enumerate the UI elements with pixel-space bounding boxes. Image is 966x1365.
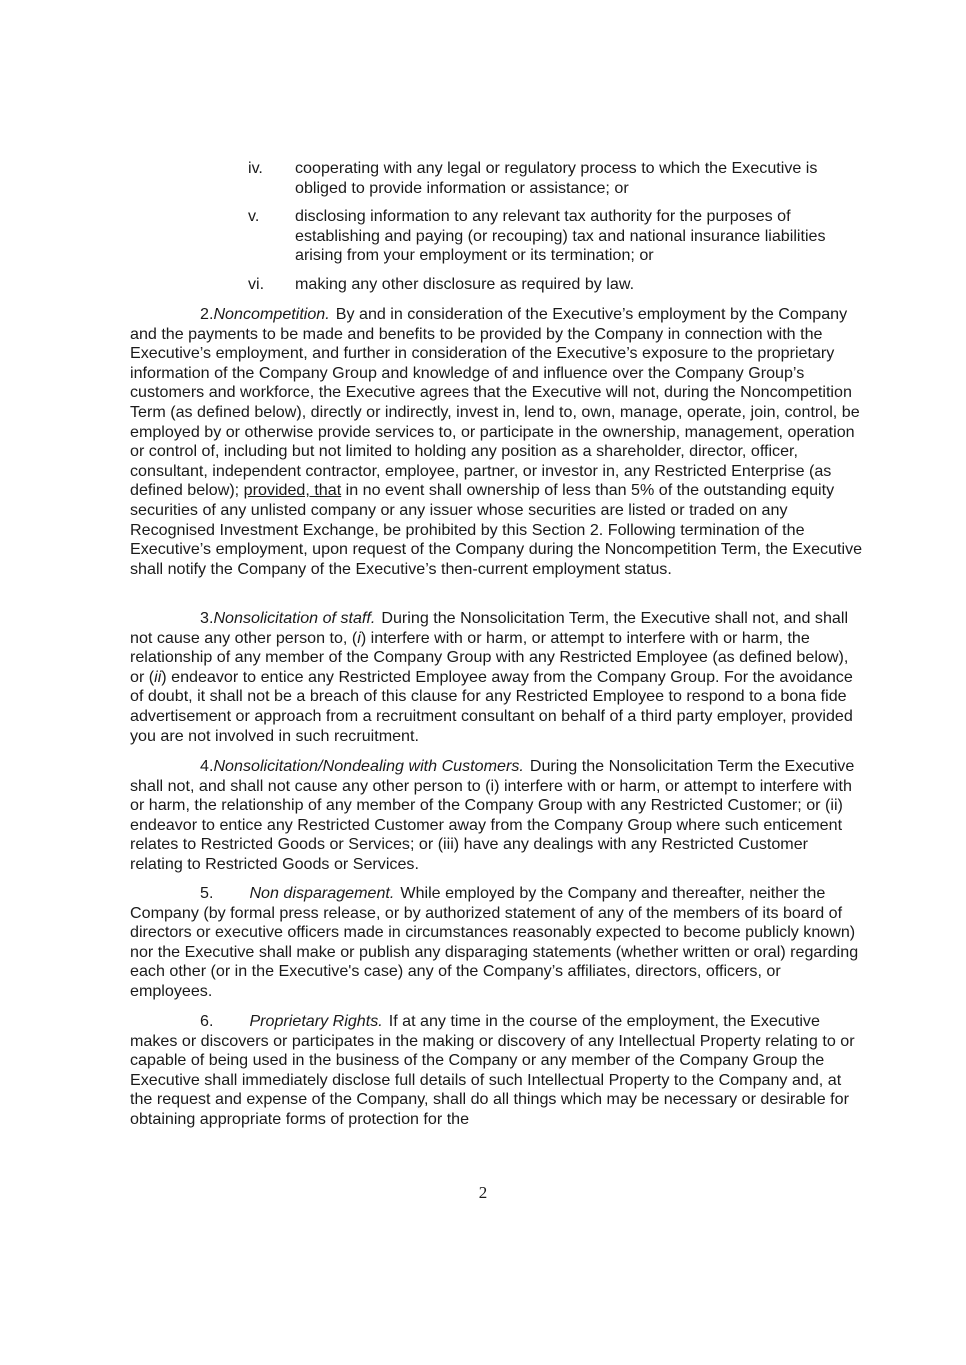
section-number: 4. [200, 757, 214, 775]
section-heading: Nonsolicitation of staff. [213, 609, 376, 627]
section-paragraph [130, 757, 865, 875]
section-text: During the Nonsolicitation Term, the Executive shall not, and shall not cause any other person to, ( [130, 609, 849, 647]
section-3-nonsolicitation-staff [130, 609, 865, 746]
section-number: 2. [200, 305, 214, 323]
section-paragraph [130, 609, 865, 746]
section-text: While employed by the Company and thereafter, neither the Company (by formal press release, or by authorized statement of any of the members of its board of directors or executive officers made in circumstances reasonably expected to become publicly known) nor the Executive shall make or publish any disparaging statements (whether written or oral) regarding each other (or in the Executive's case) any of the Company’s affiliates, directors, officers, or employees. [130, 884, 859, 1000]
section-text: If at any time in the course of the employment, the Executive makes or discovers or participates in the making or discovery of any Intellectual Property relating to or capable of being used in the business of the Company or any member of the Company Group the Executive shall immediately disclose full details of such Intellectual Property to the Company and, at the request and expense of the Company, shall do all things which may be necessary or desirable for obtaining appropriate forms of protection for the [130, 1012, 855, 1128]
section-heading: Non disparagement. [249, 884, 395, 902]
list-item-text: disclosing information to any relevant tax authority for the purposes of establishing and paying (or recouping) tax and national insurance liabilities arising from your employment or its termination; or [295, 207, 826, 265]
section-4-nonsolicitation-customers [130, 757, 865, 875]
section-6-proprietary-rights [130, 1012, 865, 1130]
section-heading: Proprietary Rights. [249, 1012, 383, 1030]
underlined-term: provided, that [243, 481, 342, 500]
section-paragraph [130, 305, 865, 579]
section-heading: Noncompetition. [213, 305, 330, 323]
list-item-number: v. [248, 207, 260, 226]
list-item-text: cooperating with any legal or regulatory process to which the Executive is obliged to provide information or assistance; or [295, 159, 818, 197]
section-paragraph [130, 884, 865, 1002]
list-item [248, 207, 868, 266]
page-number: 2 [478, 1183, 488, 1202]
roman-numeral: ii [154, 667, 162, 686]
list-item-text: making any other disclosure as required by law. [295, 274, 635, 293]
section-2-noncompetition [130, 305, 865, 579]
section-paragraph [130, 1012, 865, 1130]
list-item [248, 159, 868, 198]
section-text: ) endeavor to entice any Restricted Employee away from the Company Group. For the avoidance of doubt, it shall not be a breach of this clause for any Restricted Employee to respond to a bona fide advertisement or approach from a recruitment consultant on behalf of a third party employer, provided you are not involved in such recruitment. [130, 667, 853, 745]
section-number: 5. [200, 884, 214, 902]
section-text: ) interfere with or harm, or attempt to interfere with or harm, the relationship of any member of the Company Group with any Restricted Employee (as defined below), or ( [130, 628, 849, 686]
section-text: in no event shall ownership of less than 5% of the outstanding equity securities of any unlisted company or any issuer whose securities are listed or traded on any Recognised Investment Exchange, be prohibited by this Section 2. Following termination of the Executive’s employment, upon request of the Company during the Noncompetition Term, the Executive shall notify the Company of the Executive’s then-current employment status. [130, 481, 863, 578]
list-item-number: vi. [248, 274, 265, 293]
section-5-non-disparagement [130, 884, 865, 1002]
section-heading: Nonsolicitation/Nondealing with Customers. [213, 757, 524, 775]
list-item-number: iv. [248, 159, 263, 177]
list-item [248, 275, 868, 295]
section-number: 3. [200, 609, 214, 627]
section-number: 6. [200, 1012, 214, 1030]
section-text: By and in consideration of the Executive’s employment by the Company and the payments to be made and benefits to be provided by the Company in connection with the Executive’s employment, and further in consideration of the Executive’s exposure to the proprietary information of the Company Group and knowledge of and influence over the Company Group’s customers and workforce, the Executive agrees that the Executive will not, during the Noncompetition Term (as defined below), directly or indirectly, invest in, lend to, own, manage, operate, join, control, be employed by or otherwise provide services to, or participate in the ownership, management, operation or control of, including but not limited to holding any position as a shareholder, director, officer, consultant, independent contractor, employee, partner, or investor in, any Restricted Enterprise (as defined below); [130, 305, 860, 500]
exception-list [248, 159, 868, 304]
roman-numeral: i [357, 628, 361, 647]
section-text: During the Nonsolicitation Term the Executive shall not, and shall not cause any other person to (i) interfere with or harm, or attempt to interfere with or harm, the relationship of any member of the Company Group with any Restricted Customer; or (ii) endeavor to entice any Restricted Customer away from the Company Group where such enticement relates to Restricted Goods or Services; or (iii) have any dealings with any Restricted Customer relating to Restricted Goods or Services. [130, 757, 855, 873]
